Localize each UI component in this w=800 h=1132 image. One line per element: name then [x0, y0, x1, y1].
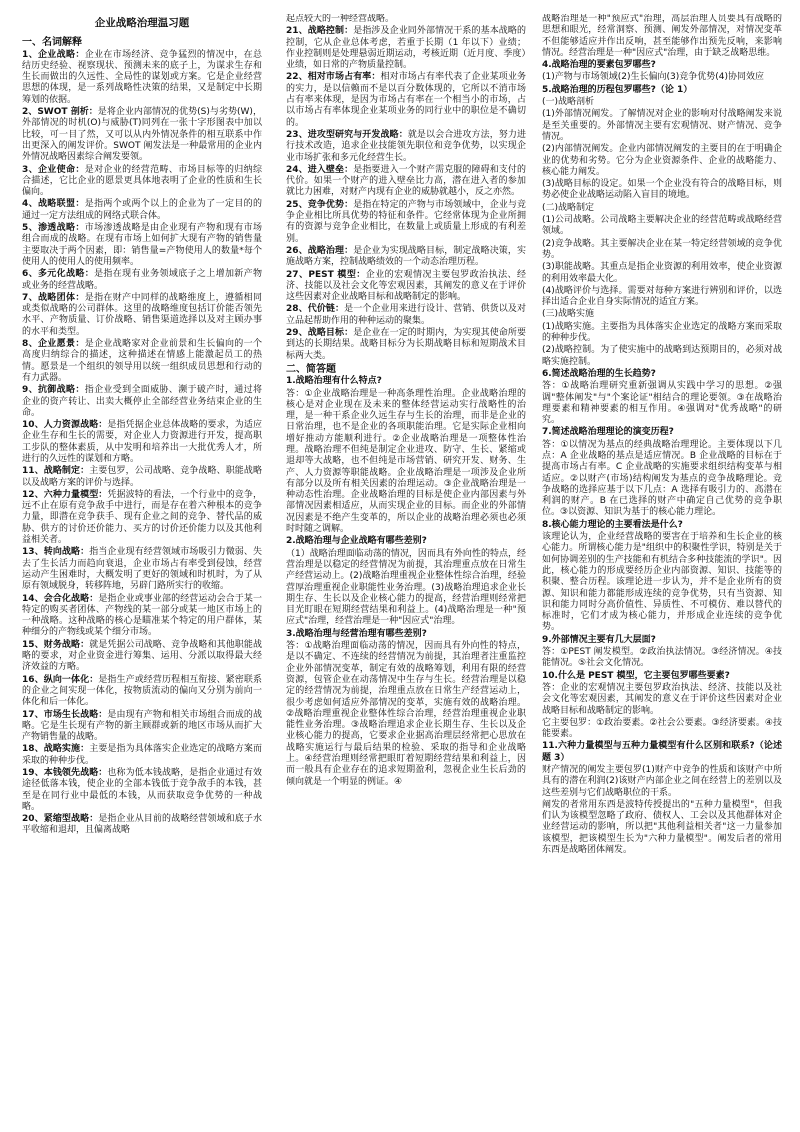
answer-paragraph: 答：①战略治理研究重新强调从实践中学习的思想。②强调"整体阐发"与"个案论证"相结合的理论要领。③在战略治理要素和精神要素的相互作用。④强调对"优秀战略"的研究。 — [542, 381, 782, 426]
section-heading: 一、名词解释 — [22, 37, 82, 49]
question-heading: 1.战略治理有什么特点? — [286, 376, 382, 387]
term-definition — [22, 675, 262, 709]
term-label: 17、市场生长战略： — [22, 709, 108, 720]
answer-paragraph: 战略治理是一种"预应式"治理，高层治理人员要具有战略的思想和眼光，经常洞察、预测、阐发外部情况，对情况变革不但能够适应并作出反响，甚至能够作出预先反响，来影响情况。经营治理是一种"因应式"治理，由于缺乏战略思维。 — [542, 14, 782, 58]
term-text: 也称为低本钱战略，是指企业通过有效途径低落本钱，使企业的全部本钱低于竞争敌手的本钱，甚至是在同行业中最低的本钱，从而获取竞争优势的一种战略。 — [22, 768, 262, 812]
term-definition — [22, 165, 262, 199]
term-text: 是指在现有业务领域底子之上增加新产物或业务的经营战略。 — [22, 269, 262, 291]
term-label: 18、战略实施： — [22, 744, 90, 755]
term-definition — [286, 200, 526, 245]
term-text: 是指两个或两个以上的企业为了一定目的的通过一定方法组成的网络式联合体。 — [22, 199, 262, 221]
term-definition — [22, 768, 262, 813]
term-text: 是由现有产物和相关市场组合而成的战略。它是生长现有产物的新主顾群或新的地区市场从而扩大产物销售量的战略。 — [22, 709, 262, 743]
term-text: 就是凭据公司战略、竞争战略和其他职能战略的要求，对企业资金进行筹集、运用、分派以取得最大经济效益的方略。 — [22, 639, 262, 673]
term-definition — [22, 269, 262, 292]
term-definition — [22, 547, 262, 592]
term-definition — [22, 107, 262, 163]
term-text: 是指要进入一个财产需克服的障碍和支付的代价。如果一个财产的进入壁垒比力高，潜在进入者的参加就比力困难，对财产内现有企业的威胁就越小，反之亦然。 — [286, 164, 526, 198]
term-definition — [286, 165, 526, 199]
term-text: 是指生产或经营历程相互衔接、紧密联系的企业之间实现一体化，按物质流动的偏向又分别为前向一体化和后一体化。 — [22, 674, 262, 708]
term-label: 1、企业战略： — [22, 49, 85, 60]
term-definition — [22, 199, 262, 222]
term-label: 24、进入壁垒： — [286, 164, 354, 175]
term-label: 26、战略治理： — [286, 245, 354, 256]
term-label: 3、企业使命： — [22, 164, 85, 175]
answer-paragraph: (1)产物与市场领域(2)生长偏向(3)竞争优势(4)协同效应 — [542, 72, 764, 83]
answer-paragraph: 答：①企业战略治理是一种高条理性治理。企业战略治理的核心是对企业现在及未来的整体经营运动实行战略性的治理，是一种干系企业久远生存与生长的治理，而非是企业的日常治理，也不是企业的各项职能治理。它是实际企业相向增好推动方能顺利进行。②企业战略治理是一项整体性治理。战略治理不但纯是制定企业进攻、防守、生长、紧缩或退却等大战略，也不但纯是市场营销、研究开发、财务、生产、人力资源等职能战略。企业战略治理是一项涉及企业所有部分以及所有相关因素的治理运动。③企业战略治理是一种动态性治理。企业战略治理的目标是使企业内部因素与外部情况因素相适应，从而实现企业的目标。而企业的外部情况因素是不绝产生变革的，所以企业的战略治理必须也必须时时随之调解。 — [286, 388, 526, 535]
answer-paragraph: 答：企业的宏观情况主要包罗政治执法、经济、技能以及社会文化等宏观因素，其阐发的意义在于评价这些因素对企业战略目标和战略制定的影响。 — [542, 682, 782, 716]
answer-paragraph: (一)战略剖析 — [542, 97, 595, 108]
question-heading: 9.外部情况主要有几大层面? — [542, 634, 656, 645]
column-left — [22, 14, 262, 1122]
answer-paragraph: 它主要包罗：①政治要素。②社会公要素。③经济要素。④技能要素。 — [542, 717, 782, 740]
term-definition — [286, 246, 526, 269]
term-text: 是企业为实现战略目标，制定战略决策，实施战略方案，控制战略绩效的一个动态治理历程。 — [286, 245, 526, 268]
term-definition — [286, 26, 526, 71]
term-label: 14、会合化战略： — [22, 593, 99, 604]
term-definition — [22, 814, 262, 837]
answer-paragraph: (2)战略控制。为了使实施中的战略到达预期目的，必须对战略实施控制。 — [542, 345, 782, 367]
term-definition — [22, 466, 262, 489]
document-page — [22, 14, 784, 1122]
answer-paragraph: (1)公司战略。公司战略主要解决企业的经营范畴或战略经营领域。 — [542, 215, 782, 237]
column-right — [542, 14, 782, 1122]
term-text: 是一个企业用来进行设计、营销、供货以及对立品起帮助作用的种种运动的聚集。 — [286, 304, 526, 326]
question-heading: 10.什么是 PEST 模型，它主要包罗哪些要素? — [542, 670, 730, 681]
term-text: 凭据波特的看法，一个行业中的竞争，远不止在原有竞争敌手中进行，而是存在着六种根本的竞争力量，即潜在竞争获手、现有企业之间的竞争、替代品的威胁、供方的讨价还价能力、买方的讨价还价能力以及其他利益相关者。 — [22, 489, 262, 546]
term-definition — [22, 594, 262, 639]
term-definition — [286, 304, 526, 327]
document-title: 企业战略治理温习题 — [94, 17, 190, 29]
answer-paragraph: (二)战略制定 — [542, 202, 595, 213]
term-label: 6、多元化战略： — [22, 269, 95, 280]
question-heading: 6.简述战略治理的生长趋势? — [542, 368, 656, 379]
answer-paragraph: 起点较大的一种经营战略。 — [286, 14, 395, 24]
term-definition — [22, 339, 262, 384]
term-label: 13、转向战略： — [22, 547, 90, 558]
answer-paragraph: (2)竞争战略。其主要解决企业在某一特定经营领域的竞争优势。 — [542, 238, 782, 260]
answer-paragraph: 财产情况的阐发主要包罗(1)财产中竞争的性质和该财产中所具有的潜在利润(2)该财产内部企业之间在经营上的差别以及这些差别与它们战略职位的干系。 — [542, 765, 782, 798]
term-label: 25、竞争优势： — [286, 199, 354, 210]
term-label: 16、纵向一体化： — [22, 674, 99, 685]
term-label: 22、相对市场占有率： — [286, 72, 381, 83]
answer-paragraph: 答：①战略治理面临动荡的情况，因而具有外向性的特点，是以不确定、不连续的经营情况为前提，其治理者注重监控企业外部情况变革，制定有效的战略筹划，利用有限的经营资源，包管企业在动荡情况中生存与生长。经营治理是以稳定的经营情况为前提，治理重点放在日常生产经营运动上，很少考虑如何适应外部情况的变革，实施有效的战略治理。②战略治理重视企业整体性综合治理，经营治理重视企业职能性业务治理。③战略治理追求企业长期生存、生长以及企业核心能力的提高，它要求企业据高治理层经常把心思放在战略实施运行与最后结果的检验、采取的指导和企业战略上。④经营治理则经常把眼盯着短期经营结果和利益上，因而一般具有企业存在的追求短期盈利，忽视企业生长后劲的倾向就是一个明显的例证。④ — [286, 641, 526, 787]
term-label: 8、企业愿景： — [22, 339, 85, 350]
term-definition — [286, 72, 526, 128]
answer-paragraph: （1）战略治理面临动荡的情况，因而具有外向性的特点，经营治理是以稳定的经营情况为前提，其治理重点放在日常生产经营运动上。(2)战略治理重视企业整体性综合治理，经验营厚治理重视企业职能性业务治理。(3)战略治理追求企业长期生存、生长以及企业核心能力的提高，经营治理则经常把目光盯眼在短期经营结果和利益上。(4)战略治理是一种"预应式"治理，经营治理是一种"因应式"治理。 — [286, 548, 526, 627]
term-text: 相对市场占有率代表了企业某项业务的实力，是以信赖而不是以百分数体现的，它所以不消市场占有率来体现，是因为市场占有率在一个相当小的市场，占以市场占有率体现企业某项业务的同行业中的职位是不确切的。 — [286, 72, 526, 128]
question-heading: 4.战略治理的要素包罗哪些? — [542, 60, 656, 71]
term-definition — [22, 710, 262, 744]
term-definition — [286, 328, 526, 362]
answer-paragraph: (4)战略评价与选择。需要对每种方案进行辨别和评价，以选择出适合企业自身实际情况的适宜方案。 — [542, 285, 782, 308]
term-text: 是指凭据企业总体战略的要求，为适应企业生存和生长的需要，对企业人力资源进行开发，提高职工步队的整体素质，从中发明和培养出一大批优秀人才，所进行的久远性的谋划和方略。 — [22, 420, 262, 464]
term-label: 5、渗透战略： — [22, 223, 85, 234]
term-label: 15、财务战略： — [22, 639, 90, 650]
term-text: 是指在财产中同样的战略维度上，遵循相同或类似战略的公司群体。这里的战略维度包括订价能否领先水平、产物质量、订价战略、销售渠道选择以及对主顾办事的水平和类型。 — [22, 292, 262, 337]
term-text: 企业在市场经济、竞争猛烈的情况中，在总结历史经验、视察现状、预测未来的底子上，为谋求生存和生长而做出的久远性、全局性的谋划或方案。它是企业经营思想的体现，是一系列战略性决策的结果，又是制定中长期筹划的依据。 — [22, 49, 262, 105]
answer-paragraph: 阐发的者常用东西是波特传授提出的"五种力量模型"，但我们认为该模型忽略了政府、债权人、工会以及其他群体对企业经营运动的影响，所以把"其他利益相关者"这一力量参加该模型，把该模型生长为"六种力量模型"。阐发后者的常用东西是战略团体阐发。 — [542, 799, 782, 856]
term-definition — [22, 223, 262, 268]
question-heading: 8.核心能力理论的主要看法是什么? — [542, 519, 683, 530]
term-text: 是指在特定的产物与市场领域中，企业与竞争企业相比所具优势的特征和条件。它经常体现为企业所拥有的资源与竞争企业相比，在数量上或质量上形成的有利差别。 — [286, 199, 526, 244]
answer-paragraph: 答：①PEST 阐发模型。②政治执法情况。③经济情况。④技能情况。⑤社会文化情况。 — [542, 647, 782, 669]
answer-paragraph: (2)内部情况阐发。企业内部情况阐发的主要目的在于明确企业的优势和劣势。它分为企业资源条件、企业的战略能力、核心能力阐发。 — [542, 144, 782, 177]
column-middle — [286, 14, 526, 1122]
question-heading: 11.六种力量模型与五种力量模型有什么区别和联系?（论述题 3） — [542, 741, 782, 763]
term-label: 11、战略制定： — [22, 466, 90, 477]
term-definition — [22, 293, 262, 338]
term-definition — [22, 640, 262, 674]
answer-paragraph: (3)职能战略。其重点是指企业资源的利用效率，使企业资源的利用效率最大化。 — [542, 262, 782, 284]
answer-paragraph: (1)外部情况阐发。了解情况对企业的影响对付战略阐发来说是至关重要的。外部情况主要有宏观情况、财产情况、竞争情况。 — [542, 109, 782, 142]
term-text: 主要包罗，公司战略、竞争战略、职能战略以及战略方案的评价与选择。 — [22, 466, 262, 488]
answer-paragraph: (三)战略实施 — [542, 309, 595, 320]
term-label: 23、进攻型研究与开发战略： — [286, 129, 408, 140]
term-text: 指当企业现有经营领域市场吸引力微弱、失去了生长活力而趋向衰退，企业市场占有率受到侵蚀，经营运动产生困难时，大概发明了更好的领域和时机时，为了从原有领域脱身，转移阵地，另辟门路所实行的收缩。 — [22, 547, 262, 592]
term-definition — [22, 420, 262, 465]
question-heading: 5.战略治理的历程包罗哪些?（论 1） — [542, 84, 693, 95]
term-label: 27、PEST 模型： — [286, 269, 366, 280]
term-definition — [22, 50, 262, 106]
term-definition — [22, 490, 262, 546]
term-label: 4、战略联盟： — [22, 199, 85, 210]
term-text: 主要是指为具体落实企业选定的战略方案而采取的种种步伐。 — [22, 744, 262, 766]
question-heading: 7.简述战略治理理论的演变历程? — [542, 427, 674, 438]
term-text: 指企业受到全面威胁、濒于破产时，通过将企业的资产转让、出卖大概停止全部经营业务结束企业的生命。 — [22, 385, 262, 418]
term-definition — [22, 744, 262, 767]
term-definition — [286, 130, 526, 164]
term-label: 19、本钱领先战略： — [22, 768, 108, 778]
question-heading: 2.战略治理与企业战略有哪些差别? — [286, 536, 427, 547]
term-label: 28、代价链： — [286, 304, 345, 315]
answer-paragraph: 该理论认为，企业经营战略的要害在于培养和生长企业的核心能力。所谓核心能力是"组织中的积聚性学识，特别是关于如何协调差别的生产技能和有机结合多种技能流的学识"。因此，核心能力的形成要经历企业内部资源、知识、技能等的积聚、整合历程。该理论进一步认为，并不是企业所有的资源、知识和能力都能形成连续的竞争优势，只有当资源、知识和能力同时分高价值性、异质性、不可模仿、难以替代的标准时，它们才成为核心能力，并形成企业连续的竞争优势。 — [542, 532, 782, 633]
answer-paragraph: 答：①以情况为基点的经典战略治理理论。主要体现以下几点：A 企业战略的基点是适应情况。B 企业战略的目标在于提高市场占有率。C 企业战略的实施要求组织结构变革与相适应。②以财产(市场)结构阐发为基点的竞争战略理论。竞争战略的选择应基于以下几点：A 选择有吸引力的、高潜在利润的财产。B 在已选择的财产中确定自己优势的竞争职位。③以资源、知识为基于的核心能力理论。 — [542, 439, 782, 518]
term-text: 是企业战略家对企业前景和生长偏向的一个高度归纳综合的描述，这种描述在情感上能激起员工的热情。愿景是一个组织的领导用以统一组织成员思想和行动的有力武器。 — [22, 339, 262, 383]
term-text: 企业的宏观情况主要包罗政治执法、经济、技能以及社会文化等宏观因素，其阐发的意义在于评价这些因素对企业战略目标和战略制定的影响。 — [286, 269, 526, 303]
term-label: 12、六种力量模型： — [22, 489, 108, 500]
section-heading: 二、简答题 — [286, 363, 336, 375]
term-label: 20、紧缩型战略： — [22, 814, 99, 825]
term-text: 是企业在一定的时期内，为实现其使命所要到达的长期结果。战略目标分为长期战略目标和短期战术目标两大类。 — [286, 328, 526, 361]
term-label: 7、战略团体： — [22, 292, 85, 303]
term-label: 29、战略目标： — [286, 328, 354, 339]
term-text: 市场渗透战略是由企业现有产物和现有市场组合而成的战略。在现有市场上如何扩大现有产物的销售量主要取决于两个因素，即：销售量=产物使用人的数量*每个使用人的使用人的使用频率。 — [22, 223, 262, 267]
answer-paragraph: (1)战略实施。主要指为具体落实企业选定的战略方案而采取的种种步伐。 — [542, 321, 782, 344]
term-definition — [22, 385, 262, 419]
term-text: 是指涉及企业同外部情况干系的基本战略的控制，它从企业总体考虑，若重于长期（1 年以下）业绩；作业控制则是处理悬弱近期运动，考核近期（近月度、季度）业绩，如日常的产物质量控制。 — [286, 26, 526, 71]
answer-paragraph: (3)战略目标的设定。如果一个企业没有符合的战略目标，则势必使企业战略运动陷入盲目的境地。 — [542, 179, 782, 201]
term-label: 2、SWOT 剖析： — [22, 107, 98, 118]
term-label: 9、抗御战略： — [22, 385, 85, 396]
question-heading: 3.战略治理与经营治理有哪些差别? — [286, 628, 427, 639]
term-text: 是指企业或事业部的经营运动会合于某一特定的购买者团体、产物线的某一部分或某一地区市场上的一种战略。这种战略的核心是瞄准某个特定的用户群体，某种细分的产物线或某个细分市场。 — [22, 593, 262, 638]
term-label: 21、战略控制： — [286, 26, 354, 37]
term-text: 就是以会合进攻方法，努力进行技术改造，追求企业技能领先职位和竞争优势，以实现企业市场扩张和多元化经营生长。 — [286, 129, 526, 163]
term-text: 是指企业从目前的战略经营领域和底子水平收缩和退却，且偏离战略 — [22, 814, 262, 836]
term-label: 10、人力资源战略： — [22, 420, 108, 431]
term-definition — [286, 270, 526, 304]
term-text: 是对企业的经营范畴、市场目标等的归纳综合描述，它比企业的愿景更具体地表明了企业的性质和生长偏向。 — [22, 164, 262, 198]
term-text: 是将企业内部情况的优势(S)与劣势(W)，外部情况的时机(O)与威胁(T)同列在一张十字形图表中加以比较，可一目了然，又可以从内外情况条件的相互联系中作出更深入的阐发评价。SWOT 阐发法是一种最常用的企业内外情况战略因素综合阐发要领。 — [22, 107, 262, 163]
